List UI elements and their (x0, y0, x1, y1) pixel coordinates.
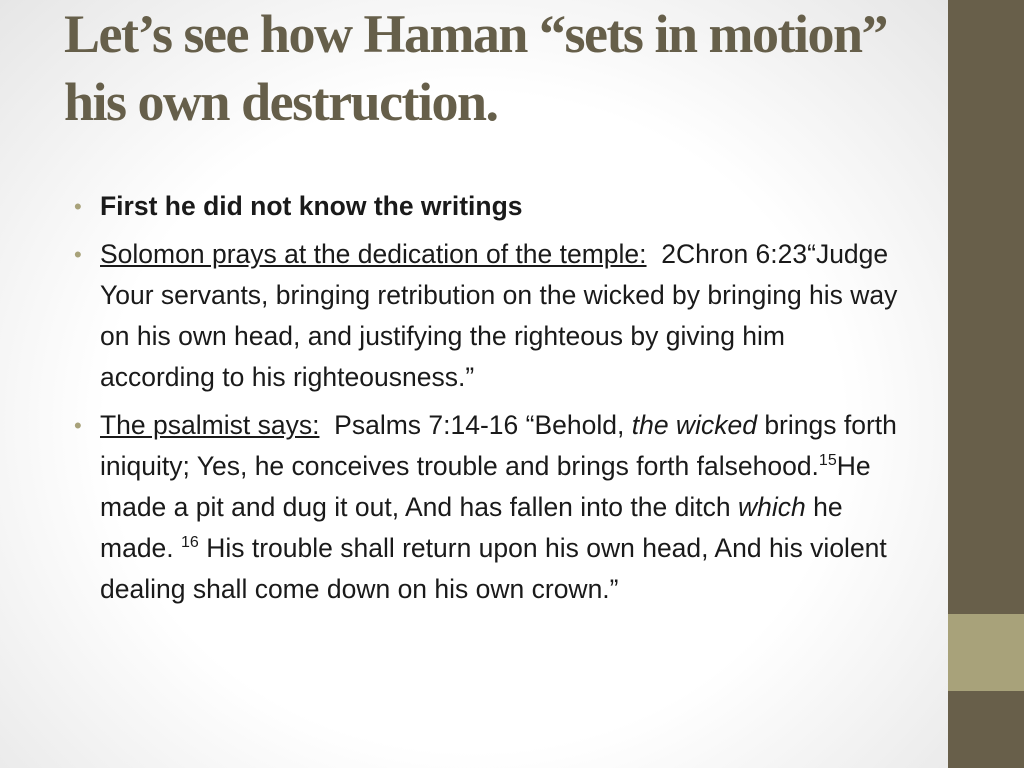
slide-title: Let’s see how Haman “sets in motion” his own destruction. (64, 4, 887, 132)
bullet-italic-3b: which (737, 492, 806, 522)
bullet-list (74, 186, 904, 617)
bullet-text-3b: brings forth iniquity; Yes, he conceives trouble and brings forth falsehood. (100, 410, 897, 481)
bullet-text-3e: His trouble shall return upon his own head, And his violent dealing shall come down on his own crown.” (100, 533, 887, 604)
bullet-dot-icon: • (74, 194, 82, 219)
bullet-text-3a: Psalms 7:14-16 “Behold, (334, 410, 625, 440)
bullet-text-1: First he did not know the writings (100, 191, 523, 221)
bullet-dot-icon: • (74, 413, 82, 438)
bullet-text-2: 2Chron 6:23“Judge Your servants, bringing retribution on the wicked by bringing his way on his own head, and justifying the righteous by giving him according to his righteousness.” (100, 239, 898, 392)
bullet-lead-2: Solomon prays at the dedication of the temple: (100, 239, 647, 269)
bullet-item-2 (74, 234, 904, 398)
bullet-lead-3: The psalmist says: (100, 410, 320, 440)
verse-number-16: 16 (181, 534, 199, 552)
sidebar-decoration (948, 0, 1024, 768)
bullet-italic-3a: the wicked (631, 410, 757, 440)
bullet-item-3 (74, 405, 904, 610)
bullet-dot-icon: • (74, 242, 82, 267)
verse-number-15: 15 (818, 452, 837, 470)
bullet-text-3c: He made a pit and dug it out, And has fallen into the ditch (100, 451, 871, 522)
sidebar-accent-block (948, 614, 1024, 691)
bullet-item-1 (74, 186, 904, 227)
bullet-text-3d: he made. (100, 492, 843, 563)
